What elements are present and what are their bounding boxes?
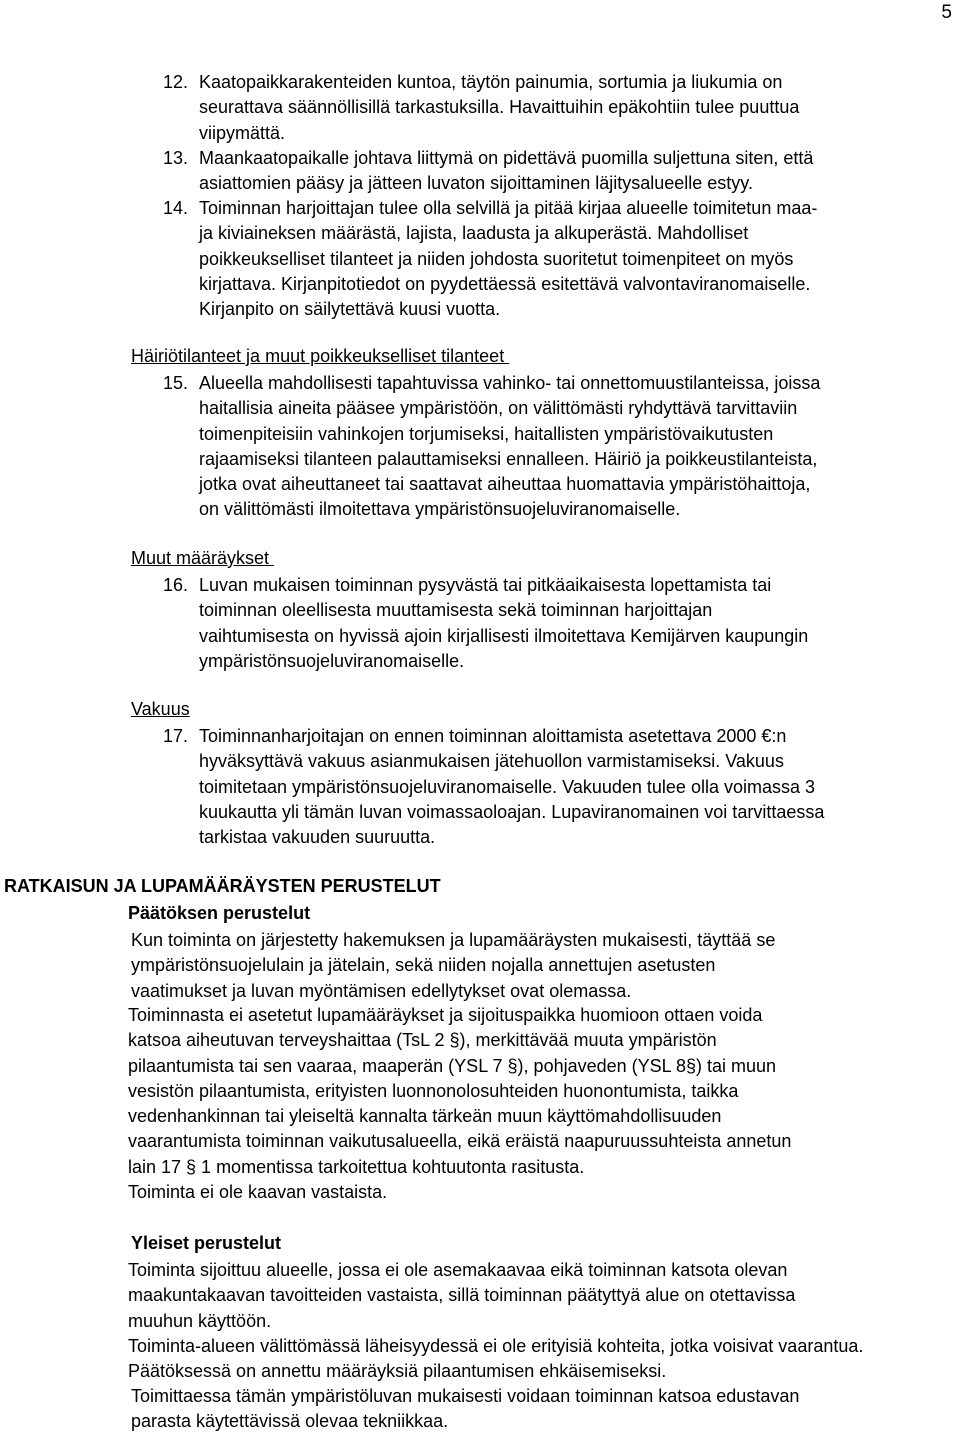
text-line: viipymättä. bbox=[199, 122, 286, 143]
text-line: seurattava säännöllisillä tarkastuksilla. Havaittuihin epäkohtiin tulee puuttua bbox=[199, 97, 800, 118]
text-line: tarkistaa vakuuden suuruutta. bbox=[199, 827, 436, 848]
item-text bbox=[199, 573, 953, 674]
text-line: vedenhankinnan tai yleiseltä kannalta tärkeän muun käyttömahdollisuuden bbox=[128, 1106, 722, 1127]
section-heading-other: Muut määräykset bbox=[131, 548, 275, 568]
paragraph bbox=[131, 1384, 799, 1435]
text-line: vaatimukset ja luvan myöntämisen edellytykset ovat olemassa. bbox=[131, 980, 632, 1001]
text-line: Päätöksessä on annettu määräyksiä pilaantumisen ehkäisemiseksi. bbox=[128, 1361, 667, 1382]
text-line: Toiminnan harjoittajan tulee olla selvillä ja pitää kirjaa alueelle toimitetun maa- bbox=[199, 198, 818, 218]
paragraph bbox=[128, 1003, 791, 1205]
item-number: 14. bbox=[163, 198, 189, 218]
item-number: 16. bbox=[163, 575, 189, 595]
item-text bbox=[199, 146, 943, 197]
item-text bbox=[199, 371, 953, 523]
text-line: lain 17 § 1 momentissa tarkoitettua kohtuutonta rasitusta. bbox=[128, 1156, 585, 1177]
item-number: 17. bbox=[163, 726, 189, 746]
text-line: Kun toiminta on järjestetty hakemuksen ja lupamääräysten mukaisesti, täyttää se bbox=[131, 930, 776, 950]
text-line: maakuntakaavan tavoitteiden vastaista, sillä toiminnan päätyttyä alue on otettavissa bbox=[128, 1285, 796, 1306]
text-line: hyväksyttävä vakuus asianmukaisen jätehuollon varmistamiseksi. Vakuus bbox=[199, 751, 784, 772]
item-text bbox=[199, 724, 953, 850]
text-line: asiattomien pääsy ja jätteen luvaton sijoittaminen läjitysalueelle estyy. bbox=[199, 173, 753, 194]
text-line: toimitetaan ympäristönsuojeluviranomaiselle. Vakuuden tulee olla voimassa 3 bbox=[199, 776, 815, 797]
text-line: toiminnan oleellisesta muuttamisesta sekä toiminnan harjoittajan bbox=[199, 600, 713, 621]
main-heading: RATKAISUN JA LUPAMÄÄRÄYSTEN PERUSTELUT bbox=[4, 876, 441, 896]
text-line: ympäristönsuojelulain ja jätelain, sekä niiden nojalla annettujen asetusten bbox=[131, 955, 716, 976]
text-line: vaihtumisesta on hyvissä ajoin kirjallisesti ilmoitettava Kemijärven kaupungin bbox=[199, 625, 809, 646]
subheading-general-grounds: Yleiset perustelut bbox=[131, 1233, 282, 1253]
item-number: 12. bbox=[163, 72, 189, 92]
text-line: jotka ovat aiheuttaneet tai saattavat aiheuttaa huomattavia ympäristöhaittoja, bbox=[199, 474, 811, 495]
text-line: rajaamiseksi tilanteen palauttamiseksi ennalleen. Häiriö ja poikkeustilanteista, bbox=[199, 448, 818, 469]
text-line: on välittömästi ilmoitettava ympäristönsuojeluviranomaiselle. bbox=[199, 499, 681, 520]
text-line: Toiminnasta ei asetetut lupamääräykset ja sijoituspaikka huomioon ottaen voida bbox=[128, 1005, 763, 1025]
item-text bbox=[199, 196, 953, 322]
text-line: parasta käytettävissä olevaa tekniikkaa. bbox=[131, 1411, 449, 1432]
text-line: vaarantumista toiminnan vaikutusalueella, eikä eräistä naapuruussuhteista annetun bbox=[128, 1131, 792, 1152]
text-line: pilaantumista tai sen vaaraa, maaperän (YSL 7 §), pohjaveden (YSL 8§) tai muun bbox=[128, 1055, 777, 1076]
section-heading-disturbances: Häiriötilanteet ja muut poikkeukselliset tilanteet bbox=[131, 346, 510, 366]
text-line: kuukautta yli tämän luvan voimassaoloajan. Lupaviranomainen voi tarvittaessa bbox=[199, 801, 825, 822]
text-line: haitallisia aineita pääsee ympäristöön, on välittömästi ryhdyttävä tarvittaviin bbox=[199, 398, 798, 419]
text-line: Toiminta ei ole kaavan vastaista. bbox=[128, 1182, 388, 1203]
item-text bbox=[199, 70, 943, 146]
item-number: 13. bbox=[163, 148, 189, 168]
text-line: Toiminta-alueen välittömässä läheisyydessä ei ole erityisiä kohteita, jotka voisivat vaarantua. bbox=[128, 1335, 864, 1356]
text-line: ja kiviaineksen määrästä, lajista, laadusta ja alkuperästä. Mahdolliset bbox=[199, 223, 749, 244]
item-number: 15. bbox=[163, 373, 189, 393]
text-line: Kirjanpito on säilytettävä kuusi vuotta. bbox=[199, 299, 501, 320]
text-line: Toimittaessa tämän ympäristöluvan mukaisesti voidaan toiminnan katsoa edustavan bbox=[131, 1386, 800, 1406]
text-line: Maankaatopaikalle johtava liittymä on pidettävä puomilla suljettuna siten, että bbox=[199, 148, 814, 168]
text-line: kirjattava. Kirjanpitotiedot on pyydettäessä esitettävä valvontaviranomaiselle. bbox=[199, 273, 811, 294]
subheading-decision-grounds: Päätöksen perustelut bbox=[128, 903, 311, 923]
section-heading-security: Vakuus bbox=[131, 699, 190, 719]
text-line: poikkeukselliset tilanteet ja niiden johdosta suoritetut toimenpiteet on myös bbox=[199, 248, 794, 269]
text-line: muuhun käyttöön. bbox=[128, 1310, 272, 1331]
text-line: vesistön pilaantumista, erityisten luonnonolosuhteiden huonontumista, taikka bbox=[128, 1080, 739, 1101]
text-line: Toiminnanharjoitajan on ennen toiminnan aloittamista asetettava 2000 €:n bbox=[199, 726, 787, 746]
text-line: Toiminta sijoittuu alueelle, jossa ei ole asemakaavaa eikä toiminnan katsota olevan bbox=[128, 1260, 788, 1280]
text-line: katsoa aiheutuvan terveyshaittaa (TsL 2 §), merkittävää muuta ympäristön bbox=[128, 1030, 717, 1051]
paragraph bbox=[128, 1258, 863, 1384]
text-line: Kaatopaikkarakenteiden kuntoa, täytön painumia, sortumia ja liukumia on bbox=[199, 72, 783, 92]
paragraph bbox=[131, 928, 775, 1004]
page-number: 5 bbox=[941, 2, 952, 23]
text-line: ympäristönsuojeluviranomaiselle. bbox=[199, 650, 465, 671]
text-line: Luvan mukaisen toiminnan pysyvästä tai pitkäaikaisesta lopettamista tai bbox=[199, 575, 772, 595]
text-line: Alueella mahdollisesti tapahtuvissa vahinko- tai onnettomuustilanteissa, joissa bbox=[199, 373, 821, 393]
text-line: toimenpiteisiin vahinkojen torjumiseksi, haitallisten ympäristövaikutusten bbox=[199, 423, 774, 444]
